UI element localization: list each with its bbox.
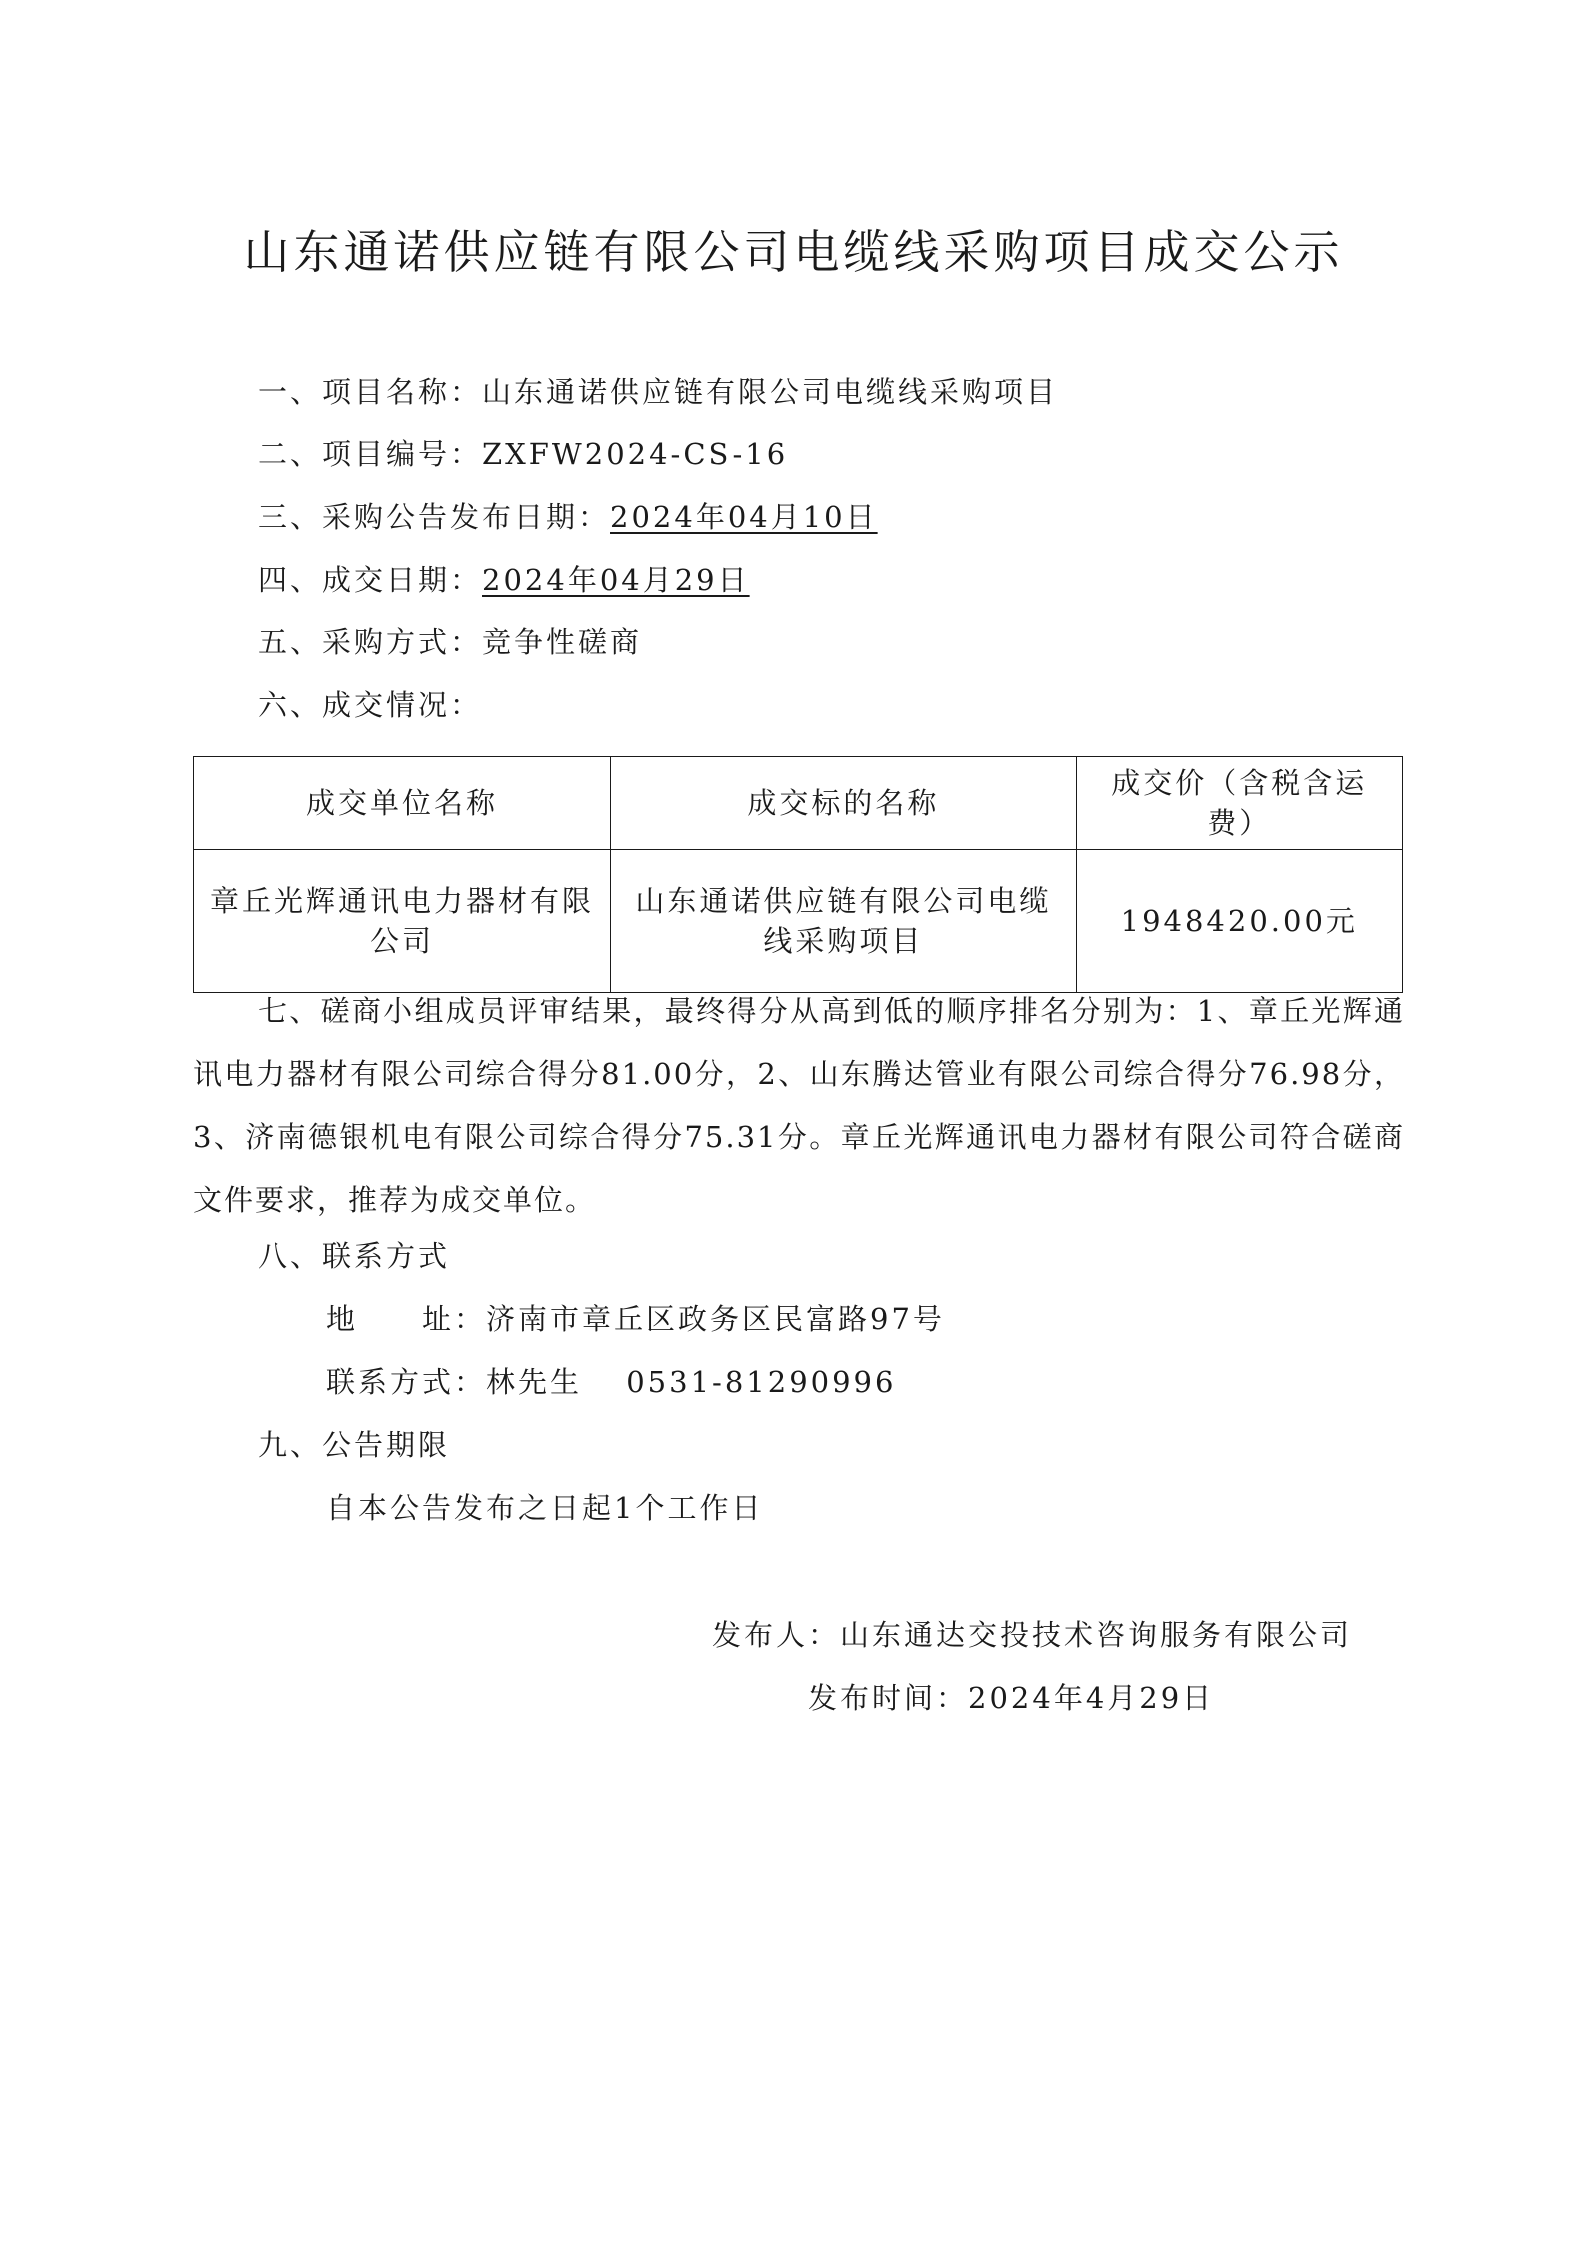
page-title: 山东通诺供应链有限公司电缆线采购项目成交公示 bbox=[243, 225, 1344, 279]
procurement-method-line bbox=[258, 622, 642, 662]
announcement-date-value: 2024年04月10日 bbox=[610, 500, 878, 534]
review-result-paragraph: 七、磋商小组成员评审结果，最终得分从高到低的顺序排名分别为：1、章丘光辉通讯电力器材有限公司综合得分81.00分，2、山东腾达管业有限公司综合得分76.98分，3、济南德银机电有限公司综合得分75.31分。章丘光辉通讯电力器材有限公司符合磋商文件要求，推荐为成交单位。 bbox=[193, 994, 1405, 1217]
deal-status-line bbox=[258, 685, 482, 725]
address-label: 地 址： bbox=[326, 1302, 487, 1336]
deal-result-table bbox=[193, 756, 1403, 993]
deal-date-label: 四、成交日期： bbox=[258, 563, 483, 597]
deal-date-line bbox=[258, 560, 750, 600]
table-row bbox=[194, 850, 1403, 993]
procurement-method-label: 五、采购方式： bbox=[258, 625, 483, 659]
period-heading: 九、公告期限 bbox=[258, 1428, 451, 1462]
publisher-line bbox=[712, 1615, 1352, 1655]
announcement-date-line bbox=[258, 497, 878, 537]
project-number-line bbox=[258, 434, 788, 474]
column-header-winner: 成交单位名称 bbox=[194, 757, 611, 850]
contact-value: 林先生 0531-81290996 bbox=[486, 1365, 897, 1399]
table-header-row bbox=[194, 757, 1403, 850]
winner-cell: 章丘光辉通讯电力器材有限公司 bbox=[194, 850, 611, 993]
project-name-line bbox=[258, 372, 1058, 412]
address-line bbox=[326, 1299, 945, 1339]
publisher-name: 山东通达交投技术咨询服务有限公司 bbox=[840, 1618, 1353, 1652]
deal-date-value: 2024年04月29日 bbox=[482, 563, 750, 597]
procurement-method-value: 竞争性磋商 bbox=[482, 625, 643, 659]
project-name-label: 一、项目名称： bbox=[258, 375, 483, 409]
deal-status-label: 六、成交情况： bbox=[258, 688, 483, 722]
project-name-value: 山东通诺供应链有限公司电缆线采购项目 bbox=[482, 375, 1059, 409]
column-header-subject: 成交标的名称 bbox=[611, 757, 1076, 850]
subject-cell: 山东通诺供应链有限公司电缆线采购项目 bbox=[611, 850, 1076, 993]
address-value: 济南市章丘区政务区民富路97号 bbox=[486, 1302, 945, 1336]
publish-date-label: 发布时间： bbox=[808, 1681, 969, 1715]
contact-heading: 八、联系方式 bbox=[258, 1239, 451, 1273]
publish-date-line bbox=[808, 1678, 1214, 1718]
announcement-date-label: 三、采购公告发布日期： bbox=[258, 500, 611, 534]
contact-label: 联系方式： bbox=[326, 1365, 487, 1399]
period-text: 自本公告发布之日起1个工作日 bbox=[326, 1491, 764, 1525]
project-number-value: ZXFW2024-CS-16 bbox=[482, 437, 789, 471]
publisher-label: 发布人： bbox=[712, 1618, 841, 1652]
publish-date-value: 2024年4月29日 bbox=[968, 1681, 1215, 1715]
contact-line bbox=[326, 1362, 896, 1402]
column-header-price: 成交价（含税含运费） bbox=[1076, 757, 1402, 850]
project-number-label: 二、项目编号： bbox=[258, 437, 483, 471]
price-cell: 1948420.00元 bbox=[1076, 850, 1402, 993]
